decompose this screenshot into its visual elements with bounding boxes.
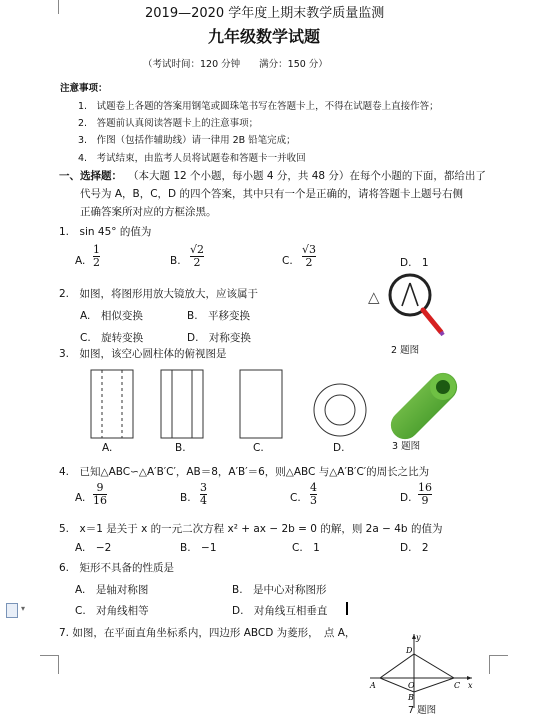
fraction: 1 2 [93,243,100,269]
option-c: C. 旋转变换 [80,332,144,344]
notes-item: 4. 考试结束，由监考人员将试题卷和答题卡一并收回 [78,153,306,164]
option-b: B. −1 [180,542,217,554]
question-stem: 1. sin 45° 的值为 [59,226,152,238]
fraction: √2 2 [190,243,205,269]
fraction: √3 2 [302,243,317,269]
point-label: A [370,681,376,690]
option-a: A. 是轴对称图 [75,584,149,596]
fraction: 16 9 [418,481,432,507]
rhombus-figure [368,630,478,710]
small-triangle: △ [368,288,380,306]
section-label: 一、选择题： [59,170,122,182]
option-a: A. −2 [75,542,112,554]
option-c: C. [253,442,264,454]
option-d-figure [312,382,368,438]
option-label: C. [282,255,293,267]
section-text: 代号为 A，B，C，D 的四个答案，其中只有一个是正确的，请将答题卡上题号右侧 [80,188,463,200]
crop-mark-bottom-left [40,655,59,674]
option-label: D. [400,492,412,504]
option-label: B. [180,492,191,504]
option-a: A. 相似变换 [80,310,143,322]
option-b: B. 是中心对称图形 [232,584,327,596]
section-text: （本大题 12 个小题，每小题 4 分，共 48 分）在每个小题的下面，都给出了 [128,170,486,182]
option-label: A. [75,492,86,504]
point-label: C [454,681,461,690]
option-b-figure [160,369,205,441]
notes-heading: 注意事项： [60,83,108,94]
axis-label-x: x [468,681,473,690]
figure-label: 7 题图 [408,705,437,716]
option-c: C. 对角线相等 [75,605,149,617]
document-icon[interactable] [6,603,18,618]
option-a: A. [102,442,113,454]
fraction: 4 3 [310,481,317,507]
crop-mark-top-left [40,0,59,14]
option-b: B. 平移变换 [187,310,251,322]
chevron-down-icon[interactable]: ▾ [21,604,26,613]
figure-label: 3 题图 [392,441,421,452]
option-d: D. 对角线互相垂直 [232,605,328,617]
fraction: 3 4 [200,481,207,507]
question-stem: 2. 如图，将图形用放大镜放大，应该属于 [59,288,259,300]
exam-info: （考试时间：120 分钟 满分：150 分） [143,59,328,70]
option-d: D. [333,442,345,454]
section-text: 正确答案所对应的方框涂黑。 [80,206,217,218]
option-c: C. 1 [292,542,320,554]
notes-item: 3. 作图（包括作辅助线）请一律用 2B 铅笔完成； [78,135,296,146]
option-label: A. [75,255,86,267]
option-d: D. 1 [400,257,429,269]
figure-label: 2 题图 [391,345,420,356]
question-stem: 5. x＝1 是关于 x 的一元二次方程 x² + ax − 2b = 0 的解，则 2a − 4b 的值为 [59,523,443,535]
text-cursor [346,602,348,615]
option-label: C. [290,492,301,504]
notes-item: 2. 答题前认真阅读答题卡上的注意事项； [78,118,259,129]
axis-label-y: y [416,633,421,642]
question-stem: 4. 已知△ABC∽△A′B′C′，AB＝8，A′B′＝6，则△ABC 与△A′B′C′的周长之比为 [59,466,430,478]
option-a-figure [90,369,135,441]
point-label: D [406,646,413,655]
fraction: 9 16 [93,481,107,507]
paper-title: 九年级数学试题 [208,27,321,46]
option-d: D. 对称变换 [187,332,251,344]
cylinder-figure [385,365,465,440]
option-c-figure [239,369,284,441]
option-label: B. [170,255,181,267]
exam-title: 2019—2020 学年度上期末教学质量监测 [145,6,385,21]
question-stem: 3. 如图，该空心圆柱体的俯视图是 [59,348,227,360]
point-label: B [408,693,414,702]
option-b: B. [175,442,186,454]
crop-mark-bottom-right [489,655,508,674]
option-d: D. 2 [400,542,429,554]
point-label: O [408,681,415,690]
magnifier-icon [385,270,455,340]
notes-item: 1. 试题卷上各题的答案用钢笔或圆珠笔书写在答题卡上，不得在试题卷上直接作答； [78,101,439,112]
question-stem: 7. 如图，在平面直角坐标系内，四边形 ABCD 为菱形， 点 A， [59,627,356,639]
question-stem: 6. 矩形不具备的性质是 [59,562,175,574]
